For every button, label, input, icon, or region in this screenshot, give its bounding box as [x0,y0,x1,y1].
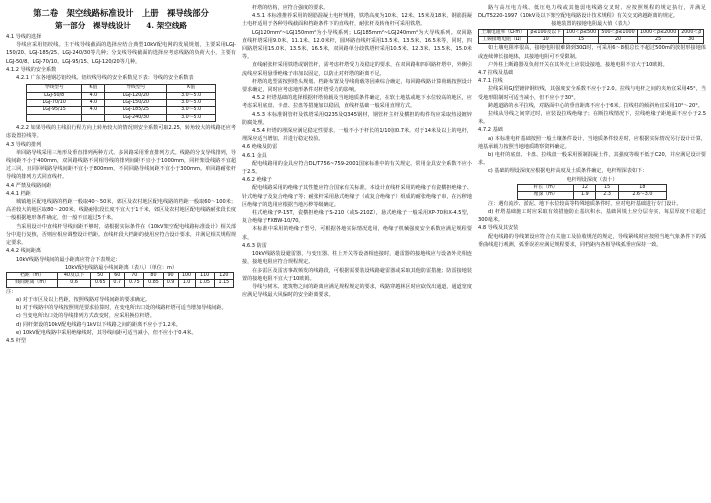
heading-4-4-2: 4.4.2 线间距离 [6,248,41,255]
heading-4-1-2: 4.1.2 导线的安全系数 [6,66,57,73]
heading-4-7-1: 4.7.1 拉线 [478,78,503,85]
paragraph: 注：遇有流沙、淤泥、地下水位较高等特殊地质条件时，应对电杆基础进行专门设计。 [488,200,682,207]
table-header-cell: 杆长（m） [518,184,574,191]
note-item: b) 对于线路中的导线按照规范要求验算时，在变电所出口处的线路杆塔可适当增加导线间距。 [16,305,227,312]
table-cell: LGJ-95/15 [27,107,82,114]
paragraph: 城镇地区配电线路的档距一般取40～50米，郊区及农村地区配电线路的档距一般取60～100米；高差较大的地区取80～200米。线路耐张段长度不宜大于1千米，郊区及农村地区配电线路耐张段长度一般根据地形条件确定，但一般不宜超过5千米。 [6,199,236,222]
paragraph: b) 电杆的底盘、卡盘、拉线盘一般采用预制混凝土件，其强度等级不低于C20，并应满足设计要求。 [478,152,706,167]
table-cell: 20 [599,37,637,44]
table-header-cell: 120 [214,272,233,279]
table-header-cell: 2000＜ρ [679,29,704,36]
paragraph: LGJ120mm²~LGJ150mm²为小导线系列；LGJ185mm²~LGJ240mm²为大导线系列。双回路直线杆塔采用9.0米、11.1米、12.0米杆，圆环路直线杆采用13.5米、13.5米、16.5米等，同时，四回路塔采用15.0米、13.5米、16.5米，双回路单分歧铁塔杆采用10.5米、12.3米、13.5米、15.0米等。 [242,29,472,61]
paragraph: 10kV线路导线间的最小距离应符合下表规定： [16,256,121,263]
table-row [479,37,704,44]
table-cell: 10 [528,37,564,44]
table-header-row [7,272,234,279]
burial-depth-table [517,184,667,200]
note-item: a) 对于市区及以上档距，按照线路对导线间距的要求确定。 [16,296,151,303]
table-header-cell: 50 [91,272,110,279]
table-cell: 25 [637,37,679,44]
table-cell: LGJ-185/25 [105,107,167,114]
paragraph: a) 本标准电杆基础按照一般土壤条件设计，当地质条件较差时，应根据实际情况另行设计计算，地基承载力按照当地地质勘察资料确定。 [478,135,706,150]
table-header-cell: 15 [596,184,618,191]
table-cell: 3.0～5.0 [167,107,216,114]
table-header-cell: 110 [195,272,214,279]
heading-4-6: 4.6 绝缘及防雷 [242,144,278,151]
table-cell: 4.0 [82,92,105,99]
table-header-row [518,184,667,191]
paragraph: 路与高压电力线、低压电力线或其他弱电线路交叉时，应按照规程的规定执行，并满足DL/T5220-1997《10kV及以下架空配电线路设计技术规程》有关交叉跨越距离的规定。 [478,5,706,20]
table-cell [27,114,82,121]
paragraph: 导线应采用铝绞线。主干线导线截面的选择应结合典型10kV配电网的发展规划，主要采用LGJ-150/20、LGJ-185/25、LGJ-240/30等几种；分支线导线截面的选择应考虑线路的负荷大小，主要有LGJ-50/8、LGJ-70/10、LGJ-95/15、LGJ-120/20等几种。 [6,42,236,65]
paragraph: 单回路导线采用三角形及垂直排列两种方式。多回路采用垂直排列方式。线路的分支导线排列，导线间距不小于400mm，双回路线路不同相导线的排列间距不宜小于1000mm，同杆架设线路不宜超过三回，且同回线路导线间距不宜小于800mm，不同回路导线间距不宜小于300mm。单回路耐张杆导线的排列方式同直线杆。 [6,149,236,181]
table-header-cell: 导线型号 [27,85,82,92]
paragraph: 配电线路的导线架设应符合有关施工及验收规范的规定，导线紧线时应按照当地气象条件下的弧垂曲线进行观测，弧垂误差应满足规程要求，同档距内各相导线弧垂应保持一致。 [478,233,706,248]
table-cell: LGJ-240/30 [105,114,167,121]
paragraph: 本标准中采用的绝缘子型号，可根据各地实际情况选用，绝缘子机械强度安全系数应满足规程要求。 [242,226,472,241]
table-header-cell: 100 [178,272,195,279]
paragraph: 如土壤电阻率很高，接地电阻很难降到30Ω时，可采用6～8根总长不超过500m的放射形接地体或连续伸长接地体，其接地电阻可不受限制。 [478,45,706,60]
table-header-cell: 1000＜ρ≤2000 [637,29,679,36]
table-cell: 1.15 [214,280,233,287]
table-row [7,280,234,287]
heading-4-7-2: 4.7.2 基础 [478,127,503,134]
paragraph: 拉线从导线之间穿过时，应装设拉线绝缘子；在断拉线情况下，拉线绝缘子距地面不应小于2.5米。 [478,111,706,126]
heading-4-4: 4.4 严禁及线路间距 [6,182,52,189]
heading-4-6-2: 4.6.2 绝缘子 [242,177,272,184]
heading-4-3: 4.3 导线的排列 [6,141,42,148]
table-cell: 0.65 [91,280,110,287]
table-cell: 工频接地电阻（Ω） [479,37,528,44]
table-header-cell: ρ≤100及以下 [528,29,564,36]
grounding-resistance-table [478,29,704,45]
table-header-cell: 导线型号 [105,85,167,92]
table-cell: 2.3 [596,192,618,199]
column-3 [478,4,706,249]
table-cell: 1.05 [195,280,214,287]
page-title: 第二卷 架空线路标准设计 上册 裸导线部分 [33,8,209,18]
table-cell: 3.0～5.0 [167,114,216,121]
table-row [27,92,216,99]
paragraph: 柱式绝缘子P-15T，瓷横担绝缘子S-210（或S-210Z），悬式绝缘子一般采用XP-70和X-4.5型，复合绝缘子FXBW-10/70。 [242,210,472,225]
note-item: d) 同杆架设的10kV配电线路与1kV以下线路之间的距离不应小于1.2米。 [16,321,181,328]
table-header-cell: 土壤电阻率（Ω·m） [479,29,528,36]
table-row [27,100,216,107]
table-row [27,114,216,121]
table-caption: 电杆埋设深度（表十） [566,176,618,183]
table-header-cell: 40及以下 [58,272,91,279]
paragraph: 4.2.1 广东各地钢芯铝绞线、铝绞线导线的安全系数见下表：导线的安全系数表 [16,75,194,82]
paragraph: 直线耐张杆采用铁塔或钢管杆，需考虑杆塔受力及稳定的要求，在双回路和四回路杆塔中，外侧引流线应采用悬垂绝缘子串加以固定，以防止对杆塔的距离不足。 [242,62,472,77]
paragraph: 4.2.2 如果导线的主线沿行程方向上转角较大的情况则安全系数可取2.25，转角较大的线路还应考虑设置拉线等。 [6,125,236,140]
table-header-cell: 18 [618,184,666,191]
heading-4-7: 4.7 拉线及基础 [478,70,514,77]
table-header-cell: 80 [144,272,163,279]
paragraph: 配电线路用的金具应符合DL/T756~759-2001国家标准中的有关规定。常用金具安全系数不应小于2.5。 [242,160,472,176]
paragraph: 导线与树木、建筑物之间的距离应满足规程规定的要求，线路穿越林区时应砍伐出通道，通道宽度应满足导线最大风偏时的安全距离要求。 [242,283,472,299]
paragraph: 4.5.1 本标准推荐采用的钢筋混凝土电杆规格，铁塔高度为10米、12米、15米及18米，钢筋混凝土电杆适用于各种导线截面和档距条件下的直线杆，耐张杆及转角杆可采用铁塔。 [242,13,472,28]
safety-factor-table [26,84,216,122]
table-header-cell: K值 [167,85,216,92]
table-cell: 0.9 [163,280,178,287]
section-subtitle: 第一部分 裸导线设计 4. 架空线路 [54,21,188,30]
table-cell: 15 [564,37,599,44]
heading-4-6-3: 4.6.3 防雷 [242,242,267,249]
table-header-cell: 90 [163,272,178,279]
table-cell: 0.6 [58,280,91,287]
paragraph: d) 杆塔基础施工时应采取有效措施防止基坑积水，基础回填土应分层夯实，每层厚度不宜超过300毫米。 [478,208,706,224]
note-item: e) 10kV配电线路中采用绝缘线时，其导线间距可适当减小，但不应小于0.4米。 [16,329,197,336]
paragraph: 4.5.3 本标准钢管杆及铁塔采用Q235及Q345钢材，钢管杆主杆及横担的构件均应采取热浸镀锌防腐处理。 [242,111,472,126]
table-cell: 1.0 [178,280,195,287]
paragraph: 杆塔的结构，应符合强度的要求。 [252,5,329,11]
table-cell: LGJ-150/20 [105,100,167,107]
paragraph: 跨越道路的水平拉线，对路面中心的垂直距离不应小于6米。拉线柱的倾斜角宜采用10°～20°。 [488,102,703,109]
paragraph: 在多雷区及雷害事故频发的线路段，可根据需要装设线路避雷器或采取其他防雷措施；防雷接地装置的接地电阻不宜大于10欧姆。 [242,267,472,282]
table-cell: 3.0～5.0 [167,100,216,107]
table-header-cell: 500＜ρ≤1000 [599,29,637,36]
line-spacing-table [6,272,234,288]
table-cell [82,114,105,121]
table-header-cell: 70 [125,272,144,279]
paragraph: 杆塔的选型需按照塔头规划、档距布置及导线荷载等因素综合确定，每回路线路计算荷载按照设计要求确定，同时应考虑地形条件对杆塔受力的影响。 [242,78,472,94]
table-caption: 接地装置的接地电阻最大值（表九） [551,21,633,28]
table-cell: 4.0 [82,100,105,107]
table-cell: 埋深（m） [518,192,574,199]
heading-4-1-1: 4.1 导线的选择 [6,34,42,40]
note-heading: 注： [6,288,17,295]
paragraph: 当采用设计中直线杆导线间距不够时，请根据实际条件在《10kV架空配电线路标准设计》相关部分中进行复核，否则应相应调整设计档距。直线杆段大档距的使用应符合设计要求，并满足相关规程规定要求。 [6,223,236,247]
paragraph: 配电线路采用的绝缘子其性能应符合国家有关标准。本设计直线杆采用的绝缘子有瓷横担绝缘子、针式绝缘子及复合绝缘子等；耐张杆采用悬式绝缘子（或复合绝缘子）组成的耐张绝缘子串，在污秽地区绝缘子的选用应根据当地污秽等级确定。 [242,185,472,208]
table-cell: 0.85 [144,280,163,287]
table-header-row [27,85,216,92]
table-header-cell: 60 [110,272,125,279]
heading-4-8: 4.8 导线及其安装 [478,225,519,232]
heading-4-4-1: 4.4.1 档距 [6,190,31,197]
paragraph: 10kV线路装设避雷器，与变压器、柱上开关等设备相连接时，避雷器的接地线应与设备外壳相连接，接地电阻应符合规程规定。 [242,251,472,266]
table-cell: LGJ-120/20 [105,92,167,99]
table-cell: 2.6～3.0 [618,192,666,199]
heading-4-5: 4.5 杆型 [6,337,26,344]
table-cell: LGJ-50/8 [27,92,82,99]
table-caption: 10kV配电线路最小线间距离（表八）（单位：m） [64,264,178,271]
note-item: c) 当变电所出口处的导线排列方式改变时，应采用换位杆塔。 [16,313,155,320]
column-1 [6,4,236,345]
table-row [518,192,667,199]
table-header-row [479,29,704,36]
paragraph: 4.5.4 杆塔的埋深应满足稳定性要求，一般不小于杆长的1/10加0.7米。对于14米及以上的电杆，埋深应适当增加，并进行稳定校验。 [242,128,472,143]
paragraph: 拉线采用GJ型镀锌钢绞线，其强度安全系数不应小于2.0。拉线与电杆之间的夹角宜采用45°，当受地形限制时可适当减小，但不应小于30°。 [478,86,706,101]
table-cell: 4.0 [82,107,105,114]
table-cell: 30 [679,37,704,44]
table-header-cell: 100＜ρ≤500 [564,29,599,36]
table-row [27,107,216,114]
table-header-cell: K值 [82,85,105,92]
heading-4-6-1: 4.6.1 金具 [242,152,267,159]
table-cell: 0.75 [125,280,144,287]
table-header-cell: 档距（m） [7,272,58,279]
column-2 [242,4,472,299]
table-cell: 3.0～5.0 [167,92,216,99]
table-cell: 0.7 [110,280,125,287]
table-header-cell: 12 [574,184,596,191]
paragraph: 4.5.2 杆塔基础的选择根据杆塔荷载及当地地质条件确定，在软土地基或地下水位较高的地区，应考虑采用底盘、卡盘、拉盘等措施加以稳固，直线杆基础一般采用直埋方式。 [242,95,472,110]
table-cell: LGJ-70/10 [27,100,82,107]
table-cell: 线间距离（m） [7,280,58,287]
paragraph: 户外柱上断路器及负荷开关在其外壳上应装设接地，接地电阻不宜大于10欧姆。 [488,61,668,68]
table-cell: 1.9 [574,192,596,199]
paragraph: c) 基础的埋设深度应根据电杆高度及土质条件确定，电杆埋深表如下： [488,168,648,175]
